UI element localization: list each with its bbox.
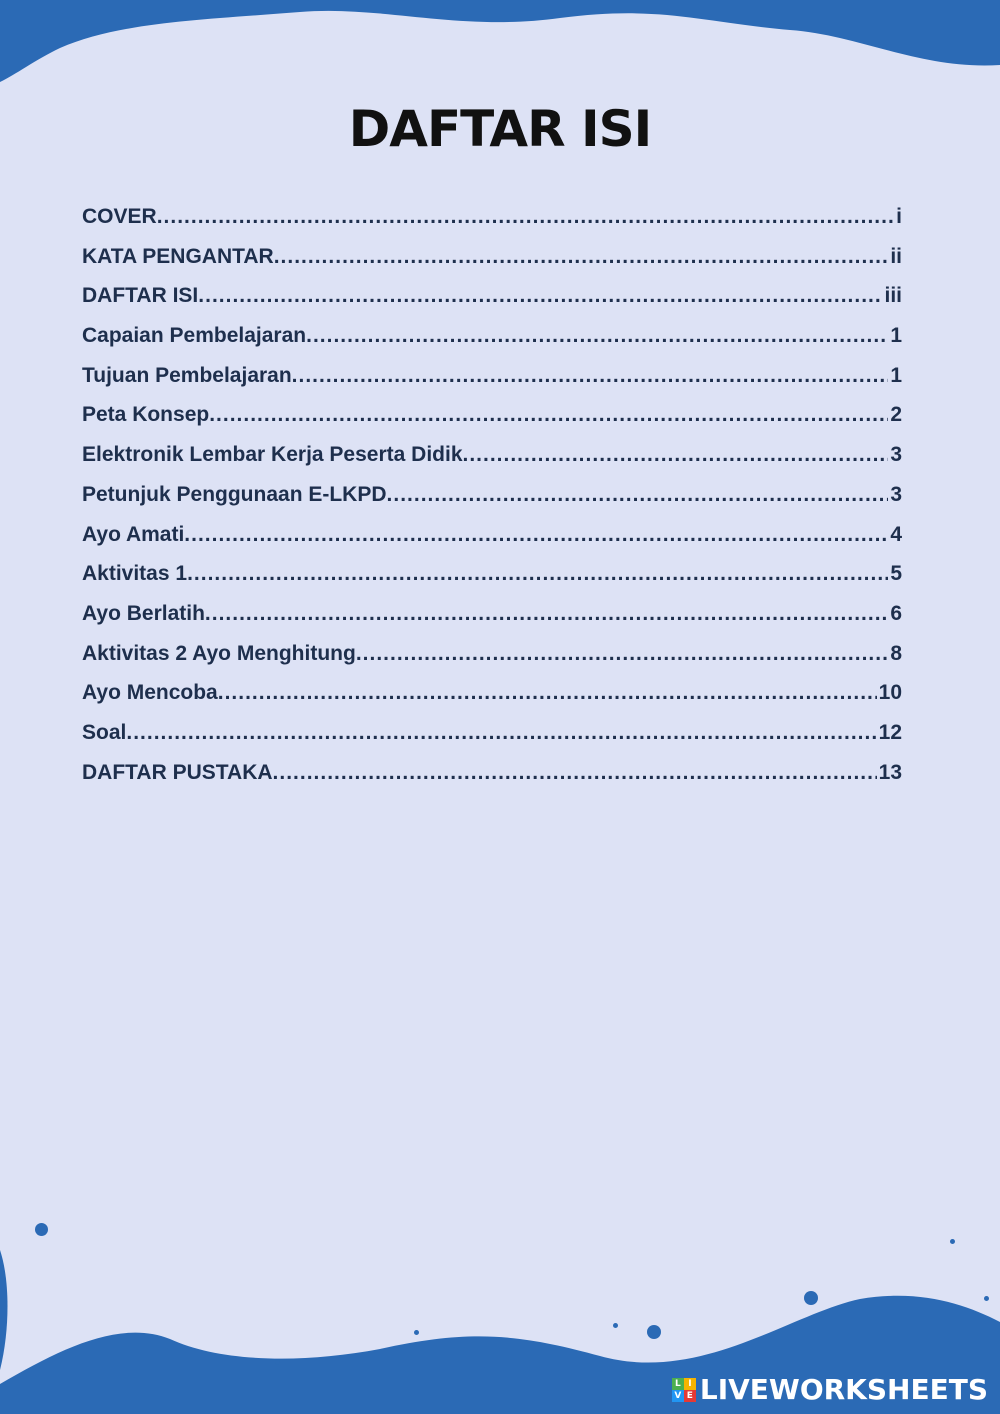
toc-page-number: ii bbox=[890, 244, 902, 268]
toc-label: Ayo Berlatih bbox=[82, 601, 205, 625]
toc-row bbox=[82, 364, 902, 404]
top-wave-decoration bbox=[0, 0, 1000, 110]
toc-label: COVER bbox=[82, 205, 157, 228]
toc-leader bbox=[306, 324, 888, 348]
toc-row bbox=[82, 523, 902, 563]
toc-label: Ayo Mencoba bbox=[82, 681, 218, 705]
toc-leader bbox=[157, 205, 894, 229]
liveworksheets-logo-icon bbox=[672, 1378, 696, 1402]
toc-page-number: 4 bbox=[890, 522, 902, 546]
toc-page-number: 3 bbox=[890, 482, 902, 506]
logo-letter: V bbox=[672, 1390, 684, 1402]
toc-row bbox=[82, 761, 902, 801]
toc-page-number: 1 bbox=[890, 363, 902, 387]
brand-name: LIVEWORKSHEETS bbox=[699, 1373, 988, 1406]
decor-dot bbox=[275, 1360, 280, 1365]
toc-page-number: 6 bbox=[890, 601, 902, 625]
toc-page-number: 8 bbox=[890, 641, 902, 665]
toc-page-number: 1 bbox=[890, 324, 902, 348]
toc-row bbox=[82, 642, 902, 682]
toc-label: Elektronik Lembar Kerja Peserta Didik bbox=[82, 443, 463, 467]
toc-leader bbox=[274, 245, 889, 269]
toc-leader bbox=[184, 523, 888, 547]
toc-label: KATA PENGANTAR bbox=[82, 244, 274, 268]
toc-page-number: i bbox=[896, 205, 902, 228]
toc-label: Aktivitas 2 Ayo Menghitung bbox=[82, 641, 356, 665]
toc-row bbox=[82, 205, 902, 245]
liveworksheets-brand[interactable] bbox=[672, 1373, 988, 1406]
decor-dot bbox=[414, 1330, 419, 1335]
toc-leader bbox=[292, 364, 889, 388]
decor-dot bbox=[647, 1325, 661, 1339]
toc-leader bbox=[463, 443, 889, 467]
left-wave-decoration bbox=[0, 1250, 20, 1370]
logo-letter: L bbox=[672, 1378, 684, 1390]
toc-leader bbox=[126, 721, 876, 745]
toc-row bbox=[82, 721, 902, 761]
toc-label: Soal bbox=[82, 720, 127, 744]
toc-label: DAFTAR ISI bbox=[82, 284, 199, 308]
toc-row bbox=[82, 483, 902, 523]
toc-row bbox=[82, 284, 902, 324]
decor-dot bbox=[804, 1291, 818, 1305]
logo-letter: I bbox=[684, 1378, 696, 1390]
toc-leader bbox=[273, 761, 877, 785]
toc-page-number: iii bbox=[884, 284, 902, 308]
toc-row bbox=[82, 681, 902, 721]
decor-dot bbox=[35, 1223, 48, 1236]
toc-row bbox=[82, 443, 902, 483]
toc-page-number: 3 bbox=[890, 443, 902, 467]
toc-page-number: 12 bbox=[878, 720, 902, 744]
toc-leader bbox=[387, 483, 889, 507]
toc-row bbox=[82, 602, 902, 642]
toc-row bbox=[82, 562, 902, 602]
toc-row bbox=[82, 324, 902, 364]
toc-row bbox=[82, 403, 902, 443]
toc-leader bbox=[356, 642, 889, 666]
toc-leader bbox=[205, 602, 888, 626]
toc-label: Peta Konsep bbox=[82, 403, 210, 427]
toc-leader bbox=[218, 681, 877, 705]
decor-dot bbox=[950, 1239, 955, 1244]
toc-label: Capaian Pembelajaran bbox=[82, 324, 307, 348]
toc-label: Aktivitas 1 bbox=[82, 562, 188, 586]
toc-row bbox=[82, 245, 902, 285]
toc-leader bbox=[198, 284, 882, 308]
toc-page-number: 10 bbox=[878, 681, 902, 705]
toc-leader bbox=[209, 403, 888, 427]
page-title: DAFTAR ISI bbox=[348, 100, 652, 158]
decor-dot bbox=[984, 1296, 989, 1301]
toc-label: DAFTAR PUSTAKA bbox=[82, 760, 273, 784]
toc-label: Petunjuk Penggunaan E-LKPD bbox=[82, 482, 387, 506]
toc-page-number: 13 bbox=[878, 760, 902, 784]
toc-leader bbox=[187, 562, 888, 586]
toc-page-number: 2 bbox=[890, 403, 902, 427]
toc-page-number: 5 bbox=[890, 562, 902, 586]
toc-label: Tujuan Pembelajaran bbox=[82, 363, 292, 387]
decor-dot bbox=[613, 1323, 618, 1328]
logo-letter: E bbox=[684, 1390, 696, 1402]
toc-label: Ayo Amati bbox=[82, 522, 185, 546]
table-of-contents bbox=[82, 205, 902, 800]
